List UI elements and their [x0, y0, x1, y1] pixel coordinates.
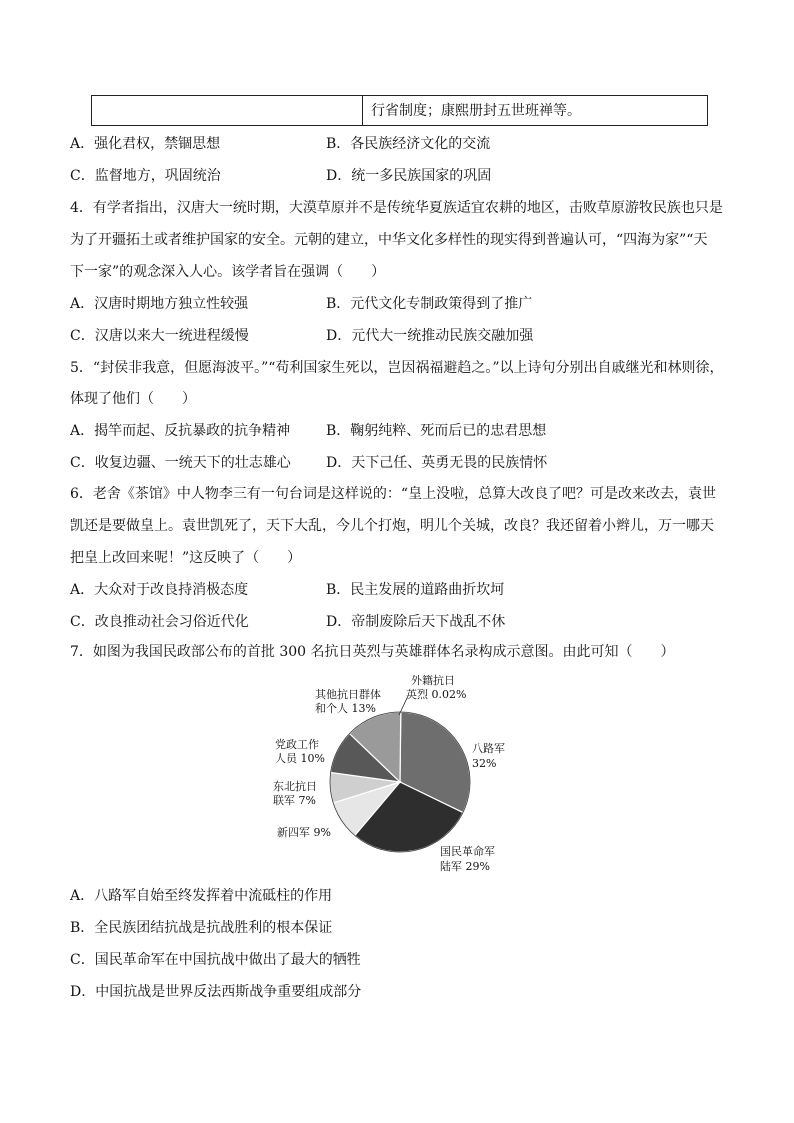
table-right-cell: 行省制度；康熙册封五世班禅等。	[371, 103, 581, 119]
table-fragment	[91, 95, 708, 126]
label-xinsijun	[277, 826, 331, 839]
q6-stem-line-3: 把皇上改回来呢！”这反映了（ ）	[70, 550, 302, 566]
label-nra-line2: 陆军 29%	[440, 860, 490, 873]
q4-stem-line-1: 4．有学者指出，汉唐大一统时期，大漠草原并不是传统华夏族适宜农耕的地区，击败草原游牧民族也只是	[70, 200, 723, 216]
pie-slices	[330, 712, 470, 852]
q3-option-a[interactable]: A．强化君权，禁锢思想	[70, 136, 221, 152]
label-balujun-name: 八路军	[472, 742, 505, 755]
q7-option-b[interactable]: B．全民族团结抗战是抗战胜利的根本保证	[70, 920, 333, 936]
q4-option-a[interactable]: A．汉唐时期地方独立性较强	[70, 296, 249, 312]
pie-chart	[265, 672, 545, 882]
q7-stem: 7．如图为我国民政部公布的首批 300 名抗日英烈与英雄群体名录构成示意图。由此可知（ ）	[70, 644, 675, 660]
q4-option-d[interactable]: D．元代大一统推动民族交融加强	[326, 328, 534, 344]
label-foreign-name: 外籍抗日	[411, 674, 455, 687]
label-balujun	[472, 742, 505, 770]
q4-stem-line-3: 下一家”的观念深入人心。该学者旨在强调（ ）	[70, 264, 386, 280]
label-dangzheng	[275, 737, 325, 765]
q6-option-a[interactable]: A．大众对于改良持消极态度	[70, 582, 249, 598]
table-left-cell	[92, 96, 363, 125]
label-dangzheng-line2: 人员 10%	[275, 752, 325, 765]
q7-option-c[interactable]: C．国民革命军在中国抗战中做出了最大的牺牲	[70, 952, 361, 968]
q6-option-d[interactable]: D．帝制废除后天下战乱不休	[326, 614, 506, 630]
q5-stem-line-1: 5．“封侯非我意，但愿海波平。”“苟利国家生死以，岂因祸福避趋之。”以上诗句分别出自戚继光和林则徐，	[70, 360, 724, 376]
q3-option-b[interactable]: B．各民族经济文化的交流	[326, 136, 491, 152]
q3-option-d[interactable]: D．统一多民族国家的巩固	[326, 168, 492, 184]
q6-option-c[interactable]: C．改良推动社会习俗近代化	[70, 614, 249, 630]
label-foreign-line2: 英烈 0.02%	[406, 688, 467, 701]
label-dongbei-name: 东北抗日	[273, 780, 317, 793]
q5-option-a[interactable]: A．揭竿而起、反抗暴政的抗争精神	[70, 423, 291, 439]
label-nra-name: 国民革命军	[440, 845, 495, 858]
q5-option-d[interactable]: D．天下己任、英勇无畏的民族情怀	[326, 455, 548, 471]
q6-option-b[interactable]: B．民主发展的道路曲折坎坷	[326, 582, 505, 598]
label-dongbei-line2: 联军 7%	[273, 794, 316, 807]
q5-option-b[interactable]: B．鞠躬纯粹、死而后已的忠君思想	[326, 423, 547, 439]
q7-option-a[interactable]: A．八路军自始至终发挥着中流砥柱的作用	[70, 888, 333, 904]
q7-option-d[interactable]: D．中国抗战是世界反法西斯战争重要组成部分	[70, 984, 362, 1000]
label-xinsijun-line: 新四军 9%	[277, 826, 331, 839]
label-other	[315, 687, 381, 715]
q4-option-b[interactable]: B．元代文化专制政策得到了推广	[326, 296, 533, 312]
label-nra	[440, 844, 495, 873]
q6-stem-line-1: 6．老舍《茶馆》中人物李三有一句台词是这样说的：“皇上没啦，总算大改良了吧？可是改来改去，袁世	[70, 486, 717, 502]
q5-option-c[interactable]: C．收复边疆、一统天下的壮志雄心	[70, 455, 291, 471]
label-dangzheng-name: 党政工作	[275, 738, 319, 751]
q3-option-c[interactable]: C．监督地方，巩固统治	[70, 168, 221, 184]
label-balujun-pct: 32%	[472, 757, 497, 770]
q4-stem-line-2: 为了开疆拓土或者维护国家的安全。元朝的建立，中华文化多样性的现实得到普遍认可，“四海为家”“天	[70, 232, 708, 248]
label-foreign	[406, 673, 466, 701]
label-dongbei	[273, 779, 317, 807]
q5-stem-line-2: 体现了他们（ ）	[70, 391, 196, 407]
label-other-line2: 和个人 13%	[315, 702, 376, 715]
label-other-name: 其他抗日群体	[315, 688, 381, 701]
q4-option-c[interactable]: C．汉唐以来大一统进程缓慢	[70, 328, 249, 344]
q6-stem-line-2: 凯还是要做皇上。袁世凯死了，天下大乱，今儿个打炮，明儿个关城，改良？我还留着小辫儿，万一哪天	[70, 518, 714, 534]
